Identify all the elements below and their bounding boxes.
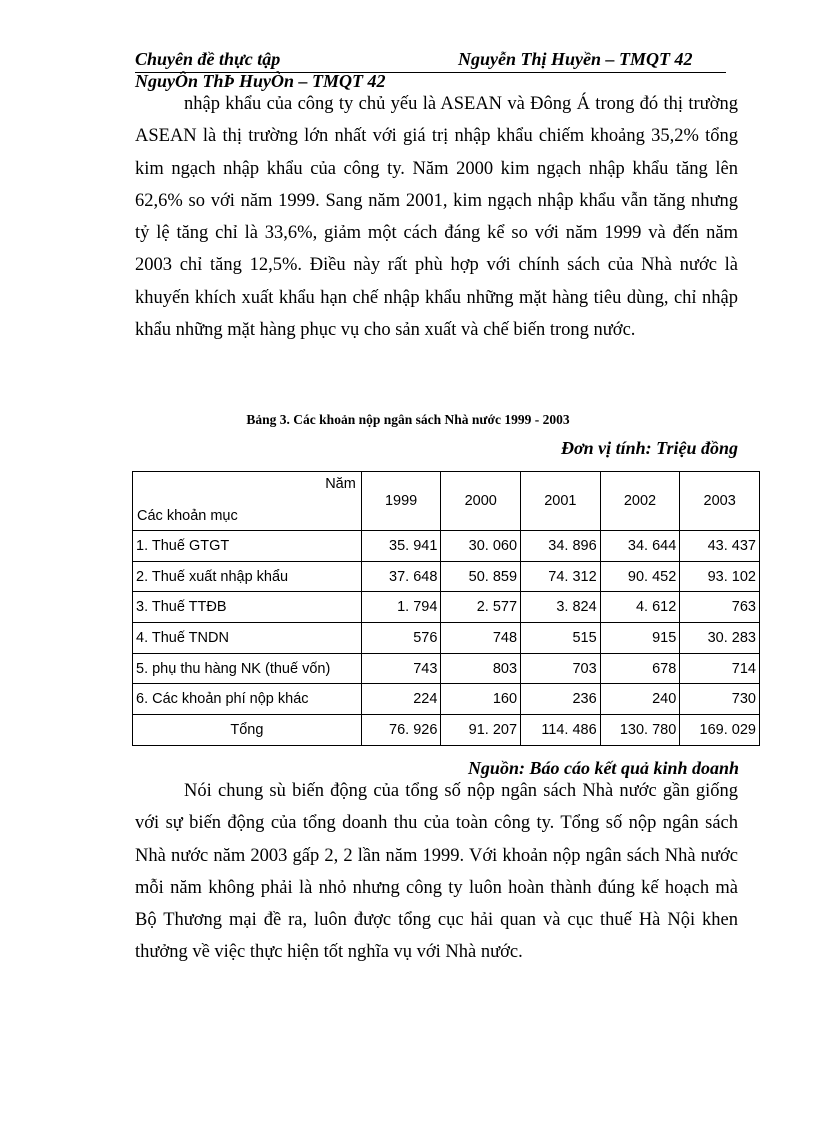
table-row — [133, 623, 760, 654]
row-label: 6. Các khoản phí nộp khác — [133, 684, 362, 715]
cell-value: 730 — [680, 684, 760, 715]
total-label: Tổng — [133, 715, 362, 746]
cell-value: 748 — [441, 623, 521, 654]
cell-value: 803 — [441, 653, 521, 684]
table-corner-cell — [133, 472, 362, 531]
cell-value: 1. 794 — [361, 592, 441, 623]
cell-value: 50. 859 — [441, 561, 521, 592]
cell-value: 34. 644 — [600, 531, 680, 562]
cell-value: 743 — [361, 653, 441, 684]
year-header: 2003 — [680, 472, 760, 531]
cell-value: 4. 612 — [600, 592, 680, 623]
cell-value: 3. 824 — [521, 592, 601, 623]
header-right: Nguyễn Thị Huyền – TMQT 42 — [458, 49, 693, 69]
page-header — [135, 48, 726, 73]
year-header: 1999 — [361, 472, 441, 531]
total-value: 114. 486 — [521, 715, 601, 746]
cell-value: 240 — [600, 684, 680, 715]
cell-value: 576 — [361, 623, 441, 654]
cell-value: 37. 648 — [361, 561, 441, 592]
cell-value: 30. 283 — [680, 623, 760, 654]
table-row — [133, 561, 760, 592]
row-label: 1. Thuế GTGT — [133, 531, 362, 562]
cell-value: 160 — [441, 684, 521, 715]
cell-value: 678 — [600, 653, 680, 684]
paragraph-2: Nói chung sù biến động của tổng số nộp ngân sách Nhà nước gần giống với sự biến động của tổng doanh thu của toàn công ty. Tổng số nộp ngân sách Nhà nước năm 2003 gấp 2, 2 lần năm 1999. Với khoản nộp ngân sách Nhà nước mỗi năm không phải là nhỏ nhưng công ty luôn hoàn thành đúng kế hoạch mà Bộ Thương mại đề ra, luôn được tổng cục hải quan và cục thuế Hà Nội khen thưởng về việc thực hiện tốt nghĩa vụ với Nhà nước. — [135, 781, 738, 963]
budget-table — [132, 471, 760, 746]
table-header-row — [133, 472, 760, 531]
table-total-row — [133, 715, 760, 746]
total-value: 91. 207 — [441, 715, 521, 746]
table-row — [133, 653, 760, 684]
paragraph-1: nhập khẩu của công ty chủ yếu là ASEAN và Đông Á trong đó thị trường ASEAN là thị trường lớn nhất với giá trị nhập khẩu chiếm khoảng 35,2% tổng kim ngạch nhập khẩu của công ty. Năm 2000 kim ngạch nhập khẩu tăng lên 62,6% so với năm 1999. Sang năm 2001, kim ngạch nhập khẩu vẫn tăng nhưng tỷ lệ tăng chỉ là 33,6%, giảm một cách đáng kể so với năm 1999 và đến năm 2003 chỉ tăng 12,5%. Điều này rất phù hợp với chính sách của Nhà nước là khuyến khích xuất khẩu hạn chế nhập khẩu những mặt hàng tiêu dùng, chỉ nhập khẩu những mặt hàng phục vụ cho sản xuất và chế biến trong nước. — [135, 94, 738, 341]
year-header: 2001 — [521, 472, 601, 531]
header-left: Chuyên đề thực tập — [135, 49, 281, 69]
corner-year-label: Năm — [325, 476, 356, 492]
cell-value: 763 — [680, 592, 760, 623]
table-row — [133, 531, 760, 562]
cell-value: 30. 060 — [441, 531, 521, 562]
year-header: 2002 — [600, 472, 680, 531]
cell-value: 93. 102 — [680, 561, 760, 592]
cell-value: 2. 577 — [441, 592, 521, 623]
cell-value: 236 — [521, 684, 601, 715]
table-row — [133, 592, 760, 623]
total-value: 130. 780 — [600, 715, 680, 746]
cell-value: 515 — [521, 623, 601, 654]
row-label: 5. phụ thu hàng NK (thuế vốn) — [133, 653, 362, 684]
table-caption: Bảng 3. Các khoản nộp ngân sách Nhà nước 1999 - 2003 — [246, 412, 570, 427]
table-source: Nguồn: Báo cáo kết quả kinh doanh — [467, 758, 739, 778]
table-unit: Đơn vị tính: Triệu đồng — [560, 438, 738, 458]
cell-value: 74. 312 — [521, 561, 601, 592]
total-value: 76. 926 — [361, 715, 441, 746]
cell-value: 224 — [361, 684, 441, 715]
cell-value: 703 — [521, 653, 601, 684]
row-label: 2. Thuế xuất nhập khẩu — [133, 561, 362, 592]
corner-item-label: Các khoản mục — [137, 508, 238, 524]
cell-value: 915 — [600, 623, 680, 654]
header-sub: NguyÔn ThÞ HuyÒn – TMQT 42 — [135, 71, 386, 91]
cell-value: 714 — [680, 653, 760, 684]
table-row — [133, 684, 760, 715]
cell-value: 34. 896 — [521, 531, 601, 562]
total-value: 169. 029 — [680, 715, 760, 746]
cell-value: 35. 941 — [361, 531, 441, 562]
row-label: 3. Thuế TTĐB — [133, 592, 362, 623]
cell-value: 90. 452 — [600, 561, 680, 592]
year-header: 2000 — [441, 472, 521, 531]
row-label: 4. Thuế TNDN — [133, 623, 362, 654]
cell-value: 43. 437 — [680, 531, 760, 562]
